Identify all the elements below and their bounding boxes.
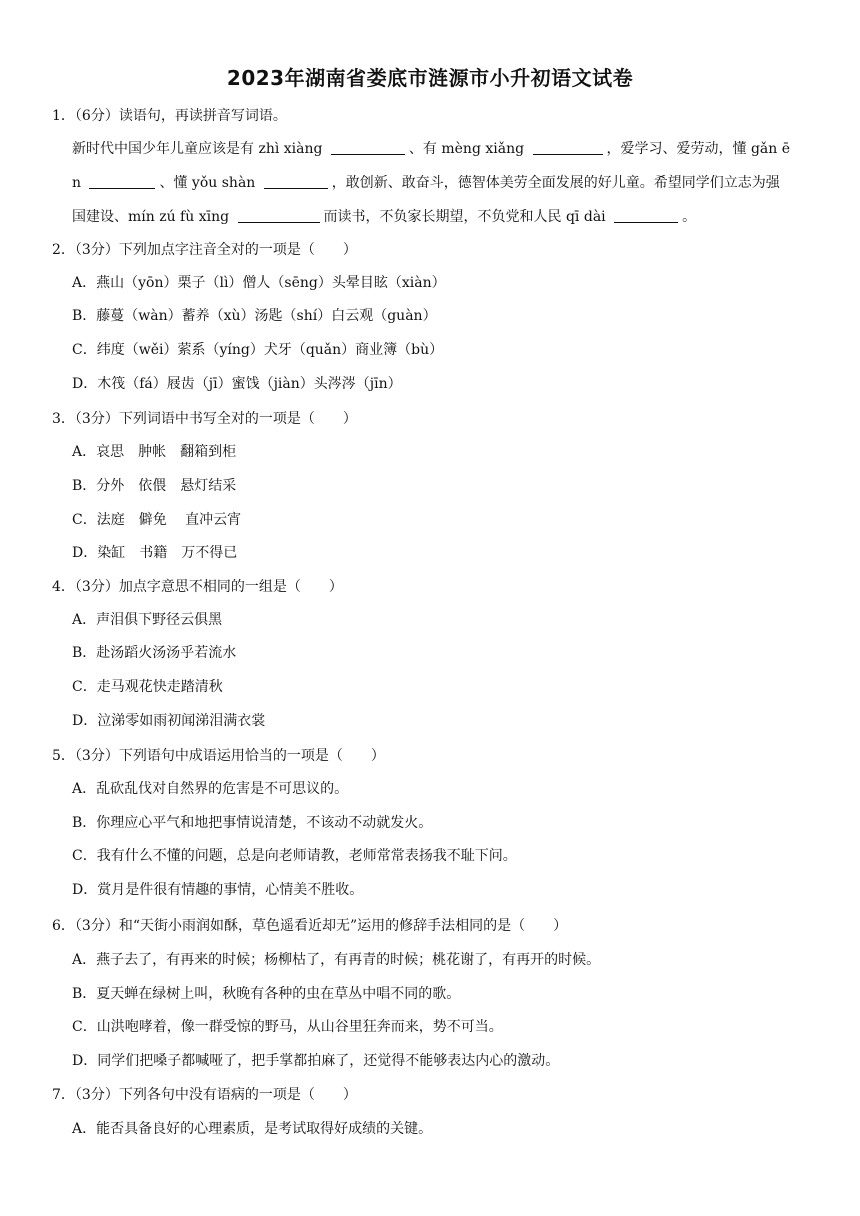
q1-text: 、有 mèng xiǎng [408, 141, 525, 157]
question-4-heading: 4．（3分）加点字意思不相同的一组是（ ） [52, 579, 343, 595]
question-3-option-a[interactable]: A．哀思 肿帐 翻箱到柜 [72, 444, 237, 460]
q1-text: 。 [682, 209, 697, 225]
question-4-option-c[interactable]: C．走马观花快走踏清秋 [72, 679, 223, 695]
question-5-option-c[interactable]: C．我有什么不懂的问题，总是向老师请教，老师常常表扬我不耻下问。 [72, 848, 517, 864]
question-3-option-d[interactable]: D．染缸 书籍 万不得已 [72, 545, 238, 561]
q1-text: 、懂 yǒu shàn [159, 175, 256, 191]
question-7-heading: 7．（3分）下列各句中没有语病的一项是（ ） [52, 1087, 357, 1103]
question-1-line-1 [72, 139, 810, 159]
page-title: 2023年湖南省娄底市涟源市小升初语文试卷 [226, 66, 634, 90]
q1-text: ，爱学习、爱劳动，懂 gǎn ē [606, 141, 791, 157]
question-6-option-b[interactable]: B．夏天蝉在绿树上叫，秋晚有各种的虫在草丛中唱不同的歌。 [72, 986, 461, 1002]
question-3-option-c[interactable]: C．法庭 僻免 直冲云宵 [72, 512, 242, 528]
question-5-option-b[interactable]: B．你理应心平气和地把事情说清楚，不该动不动就发火。 [72, 815, 433, 831]
answer-blank[interactable] [264, 174, 328, 189]
question-2-option-c[interactable]: C．纬度（wěi）萦系（yíng）犬牙（quǎn）商业簿（bù） [72, 342, 444, 358]
question-4-option-b[interactable]: B．赴汤蹈火汤汤乎若流水 [72, 645, 237, 661]
question-2-option-a[interactable]: A．燕山（yōn）栗子（lì）僧人（sēng）头晕目眩（xiàn） [72, 275, 446, 291]
question-1-line-3 [72, 207, 810, 227]
answer-blank[interactable] [331, 140, 405, 155]
question-6-option-d[interactable]: D．同学们把嗓子都喊哑了，把手掌都拍麻了，还觉得不能够表达内心的激动。 [72, 1053, 560, 1069]
question-5-heading: 5．（3分）下列语句中成语运用恰当的一项是（ ） [52, 748, 385, 764]
q1-text: ，敢创新、敢奋斗，德智体美劳全面发展的好儿童。希望同学们立志为强 [331, 175, 780, 191]
q1-text: 国建设、mín zú fù xīng [72, 209, 230, 225]
question-5-option-d[interactable]: D．赏月是件很有情趣的事情，心情美不胜收。 [72, 882, 364, 898]
question-3-option-b[interactable]: B．分外 依偎 悬灯结采 [72, 478, 237, 494]
question-6-option-c[interactable]: C．山洪咆哮着，像一群受惊的野马，从山谷里狂奔而来，势不可当。 [72, 1019, 503, 1035]
question-5-option-a[interactable]: A．乱砍乱伐对自然界的危害是不可思议的。 [72, 781, 349, 797]
question-3-heading: 3．（3分）下列词语中书写全对的一项是（ ） [52, 411, 357, 427]
question-2-option-d[interactable]: D．木筏（fá）屐齿（jī）蜜饯（jiàn）头涔涔（jīn） [72, 376, 402, 392]
question-1-line-2 [72, 173, 810, 193]
q1-text: 新时代中国少年儿童应该是有 zhì xiàng [72, 141, 323, 157]
question-6-option-a[interactable]: A．燕子去了，有再来的时候；杨柳枯了，有再青的时候；桃花谢了，有再开的时候。 [72, 952, 601, 968]
question-2-option-b[interactable]: B．藤蔓（wàn）蓄养（xù）汤匙（shí）白云观（guàn） [72, 308, 437, 324]
question-4-option-a[interactable]: A．声泪俱下野径云俱黑 [72, 612, 223, 628]
question-2-heading: 2．（3分）下列加点字注音全对的一项是（ ） [52, 242, 357, 258]
answer-blank[interactable] [614, 208, 678, 223]
question-1-heading: 1．（6分）读语句，再读拼音写词语。 [52, 108, 287, 124]
question-4-option-d[interactable]: D．泣涕零如雨初闻涕泪满衣裳 [72, 713, 266, 729]
answer-blank[interactable] [238, 208, 320, 223]
answer-blank[interactable] [533, 140, 603, 155]
question-7-option-a[interactable]: A．能否具备良好的心理素质，是考试取得好成绩的关键。 [72, 1121, 433, 1137]
answer-blank[interactable] [89, 174, 155, 189]
q1-text: n [72, 175, 82, 191]
q1-text: 而读书，不负家长期望，不负党和人民 qī dài [323, 209, 606, 225]
question-6-heading: 6．（3分）和“天街小雨润如酥，草色遥看近却无”运用的修辞手法相同的是（ ） [52, 918, 568, 934]
